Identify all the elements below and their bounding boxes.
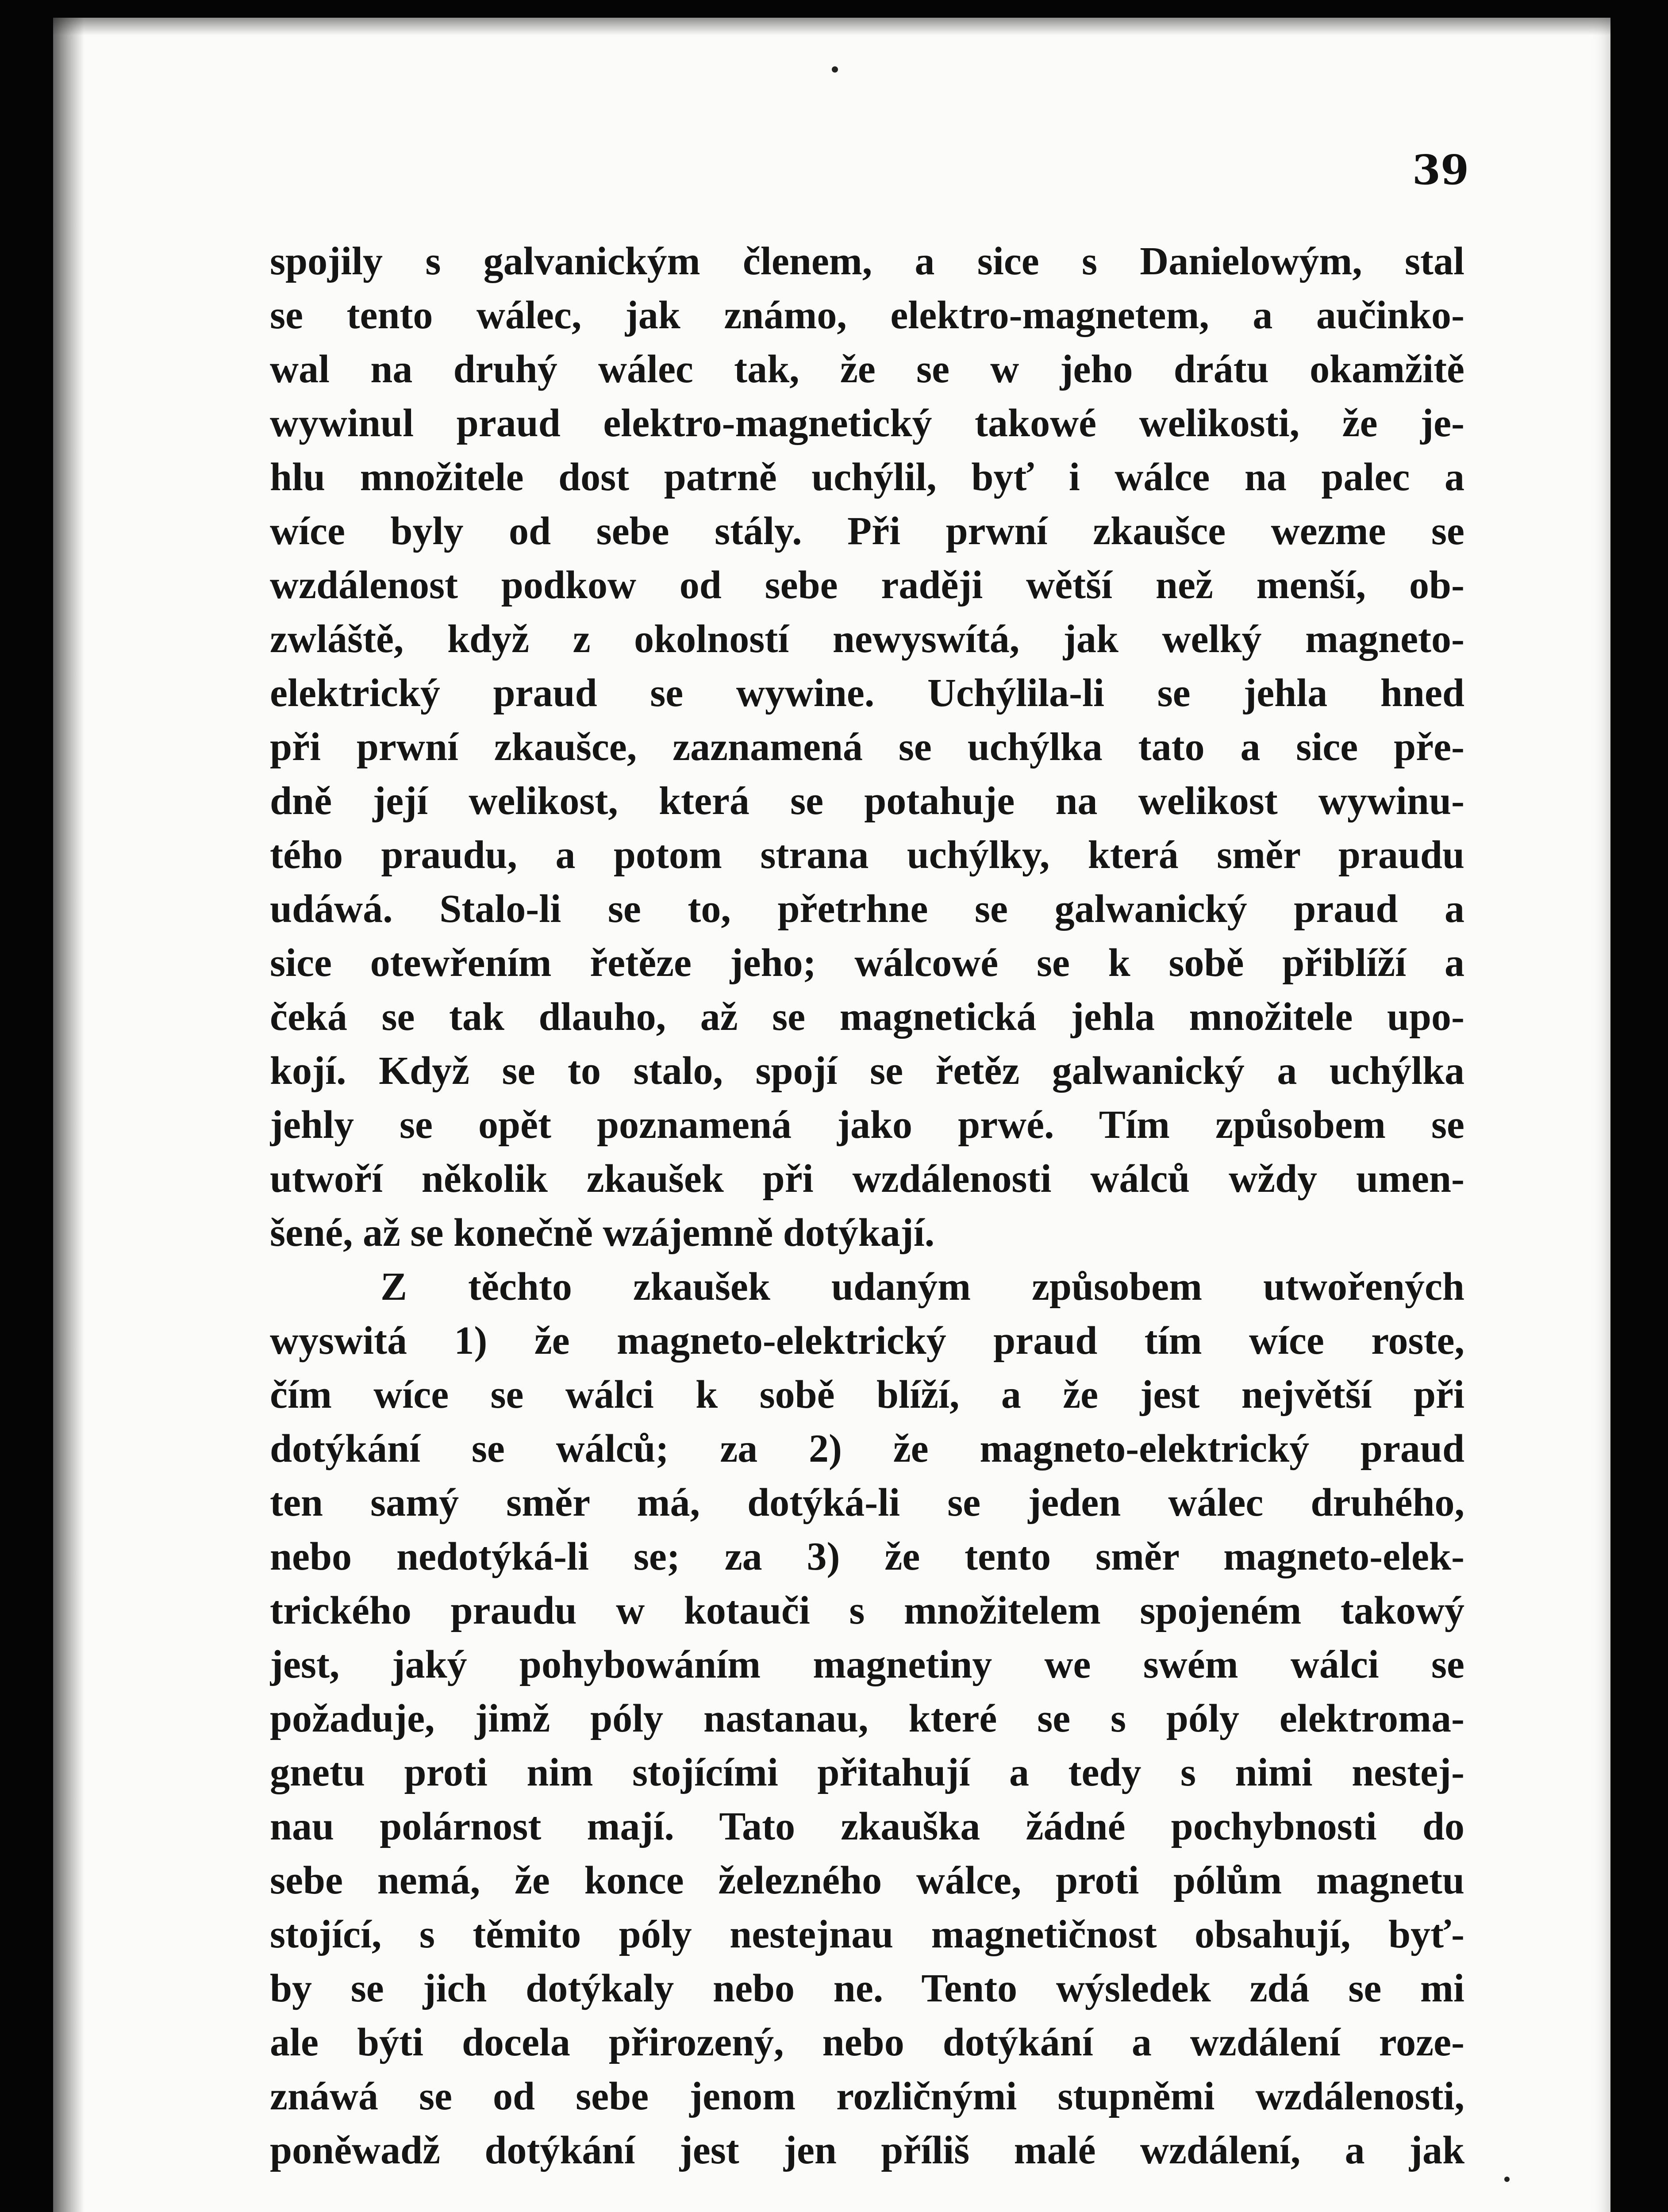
text-line: utwoří několik zkaušek při wzdálenosti wálců wždy umen- <box>270 1157 1464 1201</box>
text-line: jest, jaký pohybowáním magnetiny we swém wálci se <box>270 1643 1464 1686</box>
text-line: zwláště, když z okolností newyswítá, jak welký magneto- <box>270 617 1464 661</box>
text-line: při prwní zkaušce, zaznamená se uchýlka tato a sice pře- <box>270 725 1464 769</box>
text-line: dně její welikost, která se potahuje na welikost wywinu- <box>270 779 1464 823</box>
text-line: nebo nedotýká-li se; za 3) že tento směr magneto-elek- <box>270 1535 1464 1578</box>
text-line: wal na druhý wálec tak, že se w jeho drátu okamžitě <box>270 347 1464 391</box>
text-line: dotýkání se wálců; za 2) že magneto-elektrický praud <box>270 1427 1464 1471</box>
text-line: by se jich dotýkaly nebo ne. Tento wýsledek zdá se mi <box>270 1966 1464 2010</box>
text-line-paragraph-start: Z těchto zkaušek udaným způsobem utwořených <box>380 1265 1464 1309</box>
text-line: ale býti docela přirozený, nebo dotýkání a wzdálení roze- <box>270 2020 1464 2064</box>
text-line: ten samý směr má, dotýká-li se jeden wálec druhého, <box>270 1481 1464 1525</box>
text-line: hlu množitele dost patrně uchýlil, byť i wálce na palec a <box>270 455 1464 499</box>
text-line: čím wíce se wálci k sobě blíží, a že jest největší při <box>270 1373 1464 1417</box>
text-line: kojí. Když se to stalo, spojí se řetěz galwanický a uchýlka <box>270 1049 1464 1093</box>
text-line: jehly se opět poznamená jako prwé. Tím způsobem se <box>270 1103 1464 1147</box>
text-line-paragraph-end: šené, až se konečně wzájemně dotýkají. <box>270 1211 935 1255</box>
text-line: udáwá. Stalo-li se to, přetrhne se galwanický praud a <box>270 887 1464 931</box>
text-line: znáwá se od sebe jenom rozličnými stupněmi wzdálenosti, <box>270 2074 1464 2118</box>
text-line: nau polárnost mají. Tato zkauška žádné pochybnosti do <box>270 1805 1464 1848</box>
text-line: sice otewřením řetěze jeho; wálcowé se k sobě přiblíží a <box>270 941 1464 985</box>
text-line: wíce byly od sebe stály. Při prwní zkaušce wezme se <box>270 509 1464 553</box>
text-line: sebe nemá, že konce železného wálce, proti pólům magnetu <box>270 1859 1464 1902</box>
text-line: gnetu proti nim stojícími přitahují a tedy s nimi nestej- <box>270 1751 1464 1794</box>
text-line: wzdálenost podkow od sebe raději wětší než menší, ob- <box>270 563 1464 607</box>
text-line: čeká se tak dlauho, až se magnetická jehla množitele upo- <box>270 995 1464 1039</box>
top-edge-shadow <box>53 18 1610 35</box>
scan-speck <box>832 66 838 73</box>
page-number: 39 <box>1412 146 1469 194</box>
text-line: spojily s galvanickým členem, a sice s Danielowým, stal <box>270 239 1464 283</box>
body-text <box>270 234 1464 2177</box>
book-page <box>53 18 1610 2212</box>
text-line: wywinul praud elektro-magnetický takowé welikosti, že je- <box>270 401 1464 445</box>
text-line: elektrický praud se wywine. Uchýlila-li se jehla hned <box>270 671 1464 715</box>
text-line: požaduje, jimž póly nastanau, které se s póly elektroma- <box>270 1697 1464 1740</box>
binding-shadow <box>53 18 84 2212</box>
text-line: trického praudu w kotauči s množitelem spojeném takowý <box>270 1589 1464 1632</box>
text-line: se tento wálec, jak známo, elektro-magnetem, a aučinko- <box>270 293 1464 337</box>
text-line: poněwadž dotýkání jest jen příliš malé wzdálení, a jak <box>270 2128 1464 2172</box>
text-line: wyswitá 1) že magneto-elektrický praud tím wíce roste, <box>270 1319 1464 1363</box>
scan-speck <box>1504 2177 1510 2182</box>
text-line: tého praudu, a potom strana uchýlky, která směr praudu <box>270 833 1464 877</box>
text-line: stojící, s těmito póly nestejnau magnetičnost obsahují, byť- <box>270 1912 1464 1956</box>
